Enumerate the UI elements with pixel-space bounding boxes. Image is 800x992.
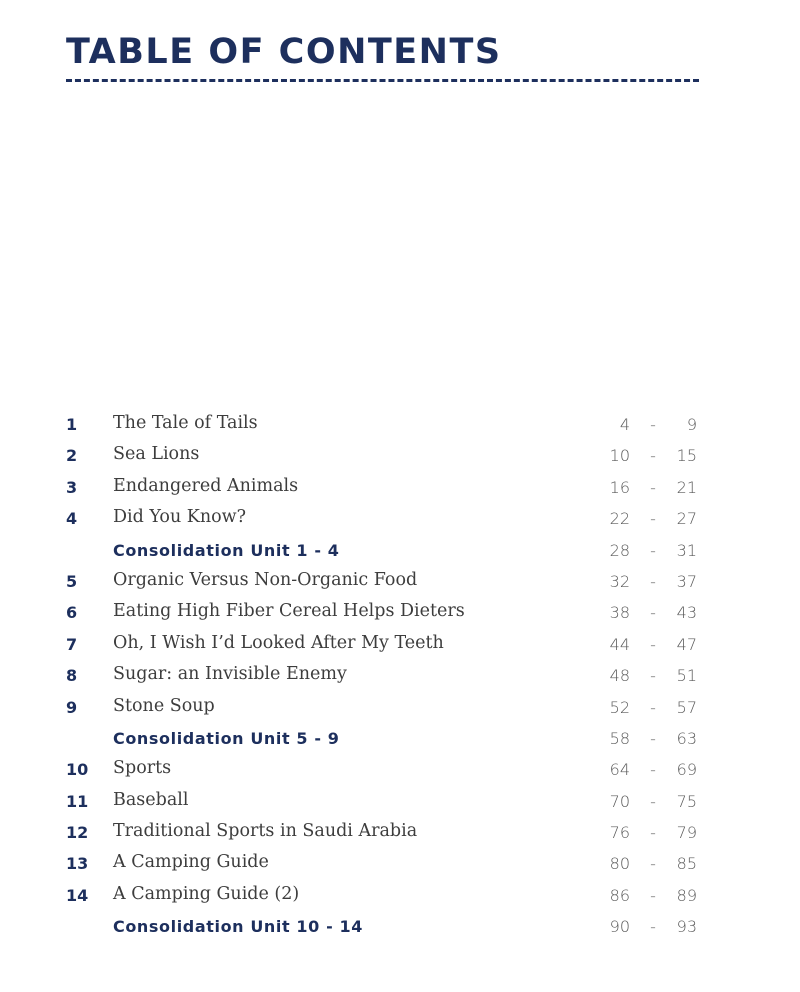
toc-row (0, 850, 800, 881)
toc-page-range-dash: - (650, 540, 656, 560)
toc-row (0, 599, 800, 630)
toc-unit-number: 10 (66, 760, 89, 780)
toc-consolidation-row (0, 913, 800, 944)
toc-unit-title: A Camping Guide (2) (113, 883, 300, 904)
toc-page-end: 51 (676, 666, 697, 686)
toc-page-range-dash: - (650, 917, 656, 937)
toc-page-start: 48 (609, 666, 630, 686)
toc-unit-number: 5 (66, 571, 78, 591)
toc-page-start: 10 (609, 446, 630, 466)
toc-unit-title: A Camping Guide (113, 852, 269, 873)
toc-page-end: 63 (676, 728, 697, 748)
toc-page-end: 27 (676, 509, 697, 529)
toc-unit-title: Traditional Sports in Saudi Arabia (113, 821, 418, 842)
toc-page-range-dash: - (650, 509, 656, 529)
toc-page-start: 58 (609, 728, 630, 748)
toc-unit-title: Sea Lions (113, 444, 200, 465)
toc-row (0, 568, 800, 599)
toc-unit-title: Baseball (113, 789, 189, 810)
toc-page-end: 15 (676, 446, 697, 466)
toc-row (0, 505, 800, 536)
toc-row (0, 882, 800, 913)
toc-unit-number: 1 (66, 415, 78, 434)
toc-consolidation-row (0, 537, 800, 568)
toc-page-start: 52 (609, 697, 630, 717)
toc-row (0, 788, 800, 819)
toc-row (0, 474, 800, 505)
toc-unit-number: 11 (66, 791, 89, 811)
toc-page-end: 9 (686, 415, 697, 434)
toc-page-range-dash: - (650, 415, 656, 434)
toc-row (0, 631, 800, 662)
toc-page-start: 76 (609, 823, 630, 843)
toc-unit-number: 14 (66, 885, 89, 905)
toc-unit-number: 13 (66, 854, 89, 874)
toc-page-end: 31 (676, 540, 697, 560)
toc-page-end: 47 (676, 634, 697, 654)
toc-page-end: 21 (676, 477, 697, 497)
toc-page-range-dash: - (650, 603, 656, 623)
toc-row (0, 694, 800, 725)
toc-unit-number: 12 (66, 823, 89, 843)
toc-page-start: 70 (609, 791, 630, 811)
toc-page-start: 64 (609, 760, 630, 780)
title-dashed-divider (66, 79, 699, 82)
toc-unit-number: 9 (66, 697, 78, 717)
toc-page-range-dash: - (650, 634, 656, 654)
toc-row (0, 819, 800, 850)
toc-row (0, 756, 800, 787)
toc-page-range-dash: - (650, 571, 656, 591)
toc-page-start: 80 (609, 854, 630, 874)
toc-unit-title: The Tale of Tails (113, 413, 258, 433)
toc-unit-number: 2 (66, 446, 78, 466)
toc-page-end: 43 (676, 603, 697, 623)
toc-page-range-dash: - (650, 854, 656, 874)
toc-unit-title: Sports (113, 758, 172, 779)
toc-row (0, 442, 800, 473)
page-title: TABLE OF CONTENTS (66, 32, 502, 72)
toc-consolidation-title: Consolidation Unit 5 - 9 (113, 728, 340, 748)
toc-page-end: 85 (676, 854, 697, 874)
toc-page-end: 37 (676, 571, 697, 591)
toc-row (0, 411, 800, 442)
toc-unit-number: 8 (66, 666, 78, 686)
toc-page-end: 75 (676, 791, 697, 811)
toc-page-end: 57 (676, 697, 697, 717)
toc-unit-title: Did You Know? (113, 507, 247, 528)
toc-page-range-dash: - (650, 666, 656, 686)
toc-unit-number: 3 (66, 477, 78, 497)
toc-page-end: 69 (676, 760, 697, 780)
toc-page-end: 89 (676, 885, 697, 905)
toc-unit-number: 6 (66, 603, 78, 623)
toc-unit-title: Sugar: an Invisible Enemy (113, 664, 347, 685)
toc-unit-title: Eating High Fiber Cereal Helps Dieters (113, 601, 465, 622)
toc-unit-title: Stone Soup (113, 695, 215, 716)
toc-page-start: 16 (609, 477, 630, 497)
toc-page-range-dash: - (650, 477, 656, 497)
toc-unit-number: 7 (66, 634, 78, 654)
toc-consolidation-row (0, 725, 800, 756)
toc-page-start: 44 (609, 634, 630, 654)
toc-page-range-dash: - (650, 823, 656, 843)
toc-row (0, 662, 800, 693)
toc-list (0, 411, 800, 945)
toc-page-start: 32 (609, 571, 630, 591)
toc-page-start: 22 (609, 509, 630, 529)
toc-page-start: 4 (619, 415, 630, 434)
toc-page-start: 86 (609, 885, 630, 905)
toc-page-range-dash: - (650, 760, 656, 780)
toc-consolidation-title: Consolidation Unit 1 - 4 (113, 540, 340, 560)
toc-unit-title: Endangered Animals (113, 475, 299, 496)
toc-page-start: 38 (609, 603, 630, 623)
toc-unit-number: 4 (66, 509, 78, 529)
toc-page-range-dash: - (650, 791, 656, 811)
toc-page-end: 79 (676, 823, 697, 843)
toc-page-range-dash: - (650, 697, 656, 717)
toc-page-start: 28 (609, 540, 630, 560)
toc-page-range-dash: - (650, 446, 656, 466)
toc-page-range-dash: - (650, 885, 656, 905)
toc-page-range-dash: - (650, 728, 656, 748)
toc-unit-title: Organic Versus Non-Organic Food (113, 569, 418, 590)
toc-page-end: 93 (676, 917, 697, 937)
toc-unit-title: Oh, I Wish I’d Looked After My Teeth (113, 632, 444, 653)
toc-page-start: 90 (609, 917, 630, 937)
toc-consolidation-title: Consolidation Unit 10 - 14 (113, 917, 363, 937)
